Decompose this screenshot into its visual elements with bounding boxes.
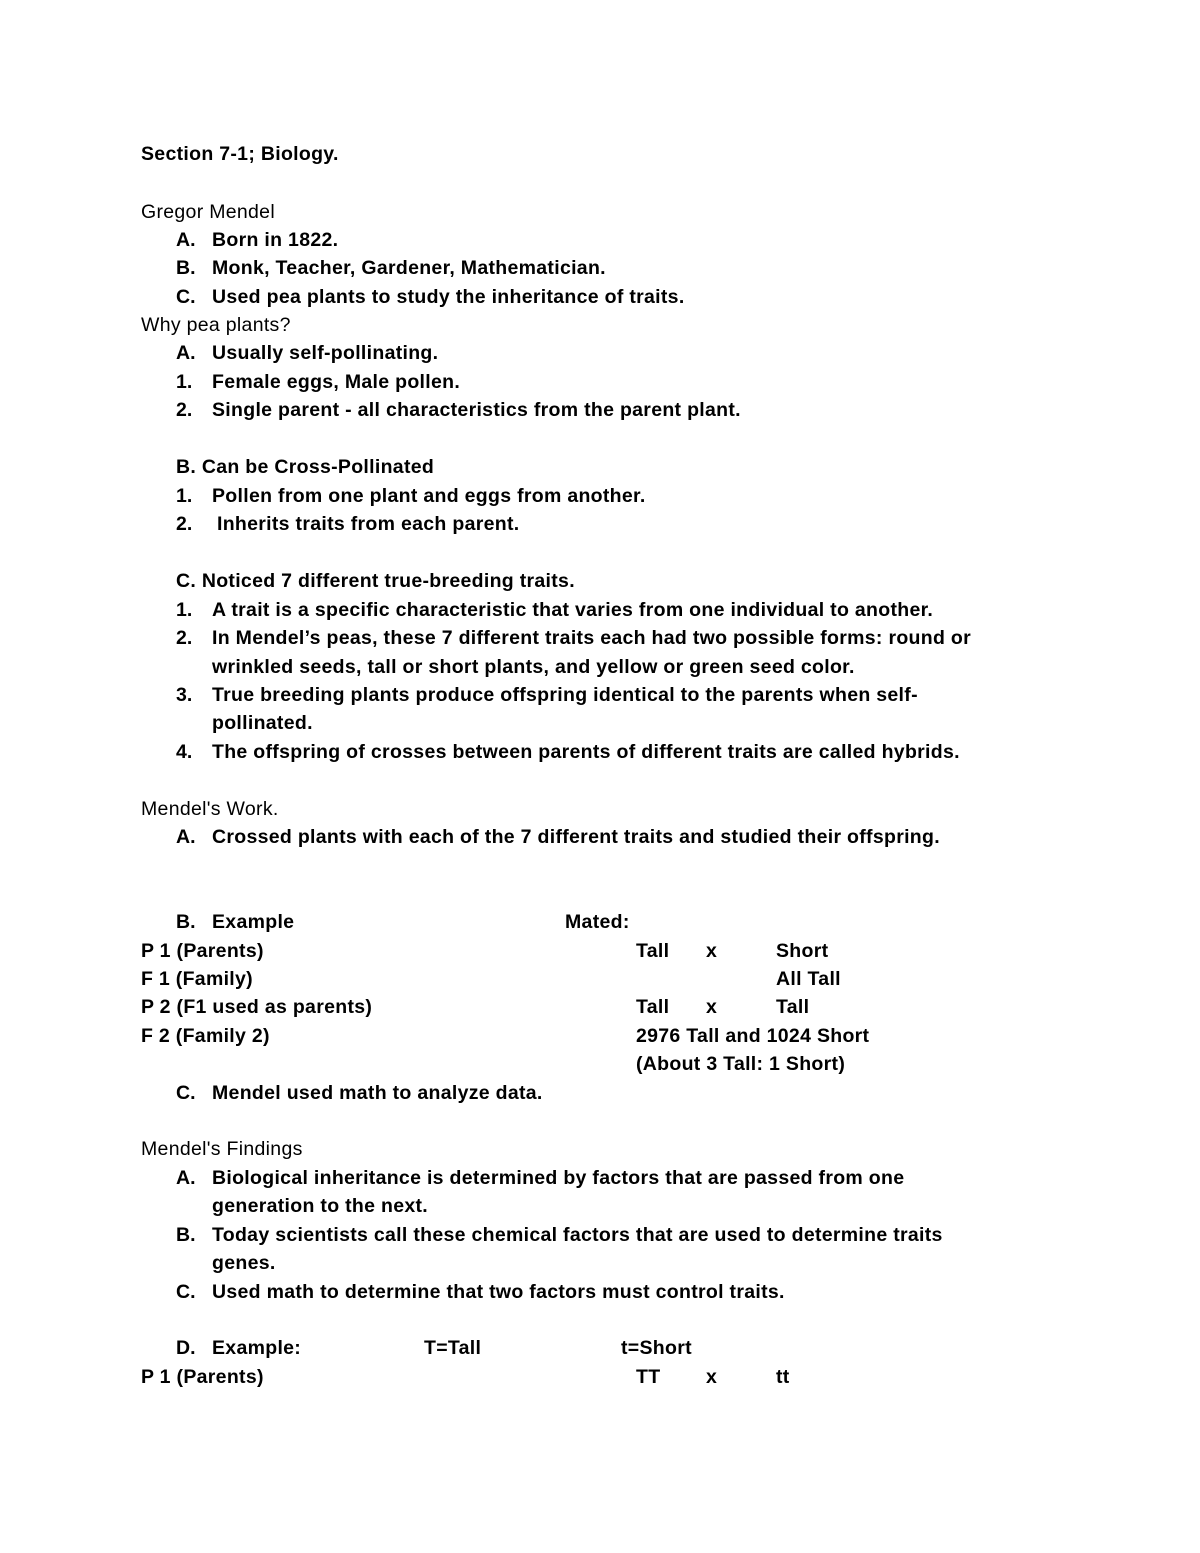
- cross-row-right: Tall: [776, 996, 810, 1018]
- list-marker: D.: [176, 1337, 196, 1359]
- list-item: Female eggs, Male pollen.: [212, 371, 461, 393]
- list-item: Single parent - all characteristics from the parent plant.: [212, 399, 741, 421]
- list-marker: 2.: [176, 513, 193, 535]
- cross-row-left: 2976 Tall and 1024 Short: [636, 1025, 870, 1047]
- list-marker: C.: [176, 1281, 196, 1303]
- document-title: Section 7-1; Biology.: [141, 143, 339, 165]
- cross-row-left: Tall: [636, 940, 670, 962]
- list-item: Today scientists call these chemical factors that are used to determine traits: [212, 1224, 943, 1246]
- cross-ratio: (About 3 Tall: 1 Short): [636, 1053, 846, 1075]
- list-item: Used math to determine that two factors must control traits.: [212, 1281, 785, 1303]
- subsection-heading-cross-pollinated: B. Can be Cross-Pollinated: [176, 456, 435, 478]
- list-marker: C.: [176, 1082, 196, 1104]
- list-item: Crossed plants with each of the 7 different traits and studied their offspring.: [212, 826, 940, 848]
- list-marker: A.: [176, 826, 196, 848]
- list-item: Inherits traits from each parent.: [217, 513, 520, 535]
- cross-row-x: x: [706, 1366, 718, 1388]
- list-marker: 4.: [176, 741, 193, 763]
- cross-row-label: P 2 (F1 used as parents): [141, 996, 373, 1018]
- list-item: Pollen from one plant and eggs from another.: [212, 485, 646, 507]
- cross-row-label: P 1 (Parents): [141, 940, 264, 962]
- allele-short: t=Short: [621, 1337, 692, 1359]
- list-marker: C.: [176, 286, 196, 308]
- list-item: True breeding plants produce offspring identical to the parents when self-: [212, 684, 918, 706]
- list-item: A trait is a specific characteristic that varies from one individual to another.: [212, 599, 934, 621]
- list-item-continuation: genes.: [212, 1252, 276, 1274]
- subsection-heading-true-breeding: C. Noticed 7 different true-breeding traits.: [176, 570, 575, 592]
- list-item: Example: [212, 911, 295, 933]
- section-heading-mendels-findings: Mendel's Findings: [141, 1138, 303, 1160]
- list-marker: 1.: [176, 599, 193, 621]
- cross-row-left: TT: [636, 1366, 661, 1388]
- list-item: Mendel used math to analyze data.: [212, 1082, 543, 1104]
- list-marker: A.: [176, 1167, 196, 1189]
- cross-row-right: All Tall: [776, 968, 841, 990]
- list-item: Used pea plants to study the inheritance of traits.: [212, 286, 685, 308]
- list-marker: A.: [176, 342, 196, 364]
- section-heading-why-pea-plants: Why pea plants?: [141, 314, 291, 336]
- cross-row-right: tt: [776, 1366, 790, 1388]
- list-marker: 1.: [176, 371, 193, 393]
- cross-row-x: x: [706, 996, 718, 1018]
- list-marker: 2.: [176, 627, 193, 649]
- list-item: Example:: [212, 1337, 302, 1359]
- list-item: Born in 1822.: [212, 229, 339, 251]
- list-marker: 2.: [176, 399, 193, 421]
- section-heading-mendels-work: Mendel's Work.: [141, 798, 279, 820]
- list-item-continuation: wrinkled seeds, tall or short plants, and yellow or green seed color.: [212, 656, 855, 678]
- cross-row-x: x: [706, 940, 718, 962]
- list-marker: B.: [176, 911, 196, 933]
- list-item: In Mendel’s peas, these 7 different traits each had two possible forms: round or: [212, 627, 972, 649]
- cross-row-right: Short: [776, 940, 829, 962]
- list-item: Usually self-pollinating.: [212, 342, 439, 364]
- cross-row-label: F 2 (Family 2): [141, 1025, 270, 1047]
- list-item: Monk, Teacher, Gardener, Mathematician.: [212, 257, 606, 279]
- cross-row-left: Tall: [636, 996, 670, 1018]
- section-heading-gregor-mendel: Gregor Mendel: [141, 201, 275, 223]
- list-item: The offspring of crosses between parents of different traits are called hybrids.: [212, 741, 960, 763]
- list-item-continuation: generation to the next.: [212, 1195, 429, 1217]
- cross-row-label: P 1 (Parents): [141, 1366, 264, 1388]
- list-item: Biological inheritance is determined by factors that are passed from one: [212, 1167, 905, 1189]
- list-marker: B.: [176, 1224, 196, 1246]
- list-marker: 3.: [176, 684, 193, 706]
- allele-tall: T=Tall: [424, 1337, 482, 1359]
- list-item-continuation: pollinated.: [212, 712, 313, 734]
- list-marker: A.: [176, 229, 196, 251]
- mated-label: Mated:: [565, 911, 630, 933]
- list-marker: 1.: [176, 485, 193, 507]
- list-marker: B.: [176, 257, 196, 279]
- cross-row-label: F 1 (Family): [141, 968, 253, 990]
